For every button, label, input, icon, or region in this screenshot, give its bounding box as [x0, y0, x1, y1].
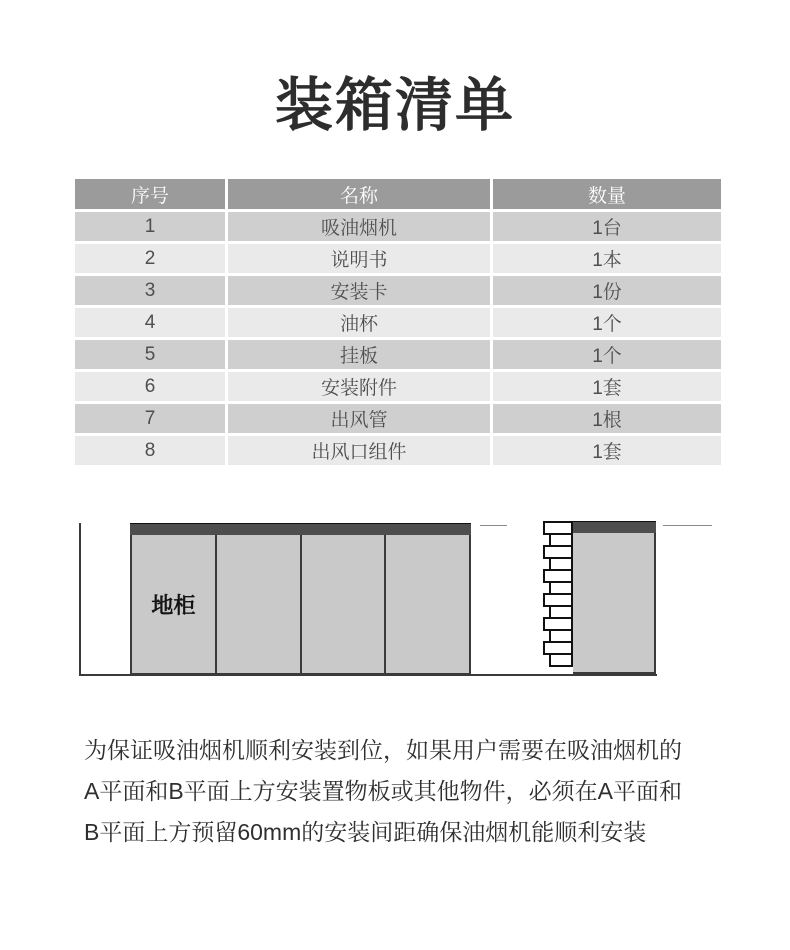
cabinet-body: [573, 533, 656, 674]
brick: [549, 557, 573, 571]
table-row: [75, 340, 721, 369]
note-line: B平面上方预留60mm的安装间距确保油烟机能顺利安装: [84, 819, 647, 845]
cell-name: 挂板: [228, 340, 490, 369]
cell-name: 出风管: [228, 404, 490, 433]
cell-qty: 1台: [493, 212, 721, 241]
left-wall-line: [79, 523, 81, 676]
cell-no: 6: [75, 372, 225, 401]
cell-no: 5: [75, 340, 225, 369]
table-row: [75, 212, 721, 241]
table-row: [75, 436, 721, 465]
cell-no: 7: [75, 404, 225, 433]
cabinet-panel: [217, 535, 302, 673]
cell-qty: 1份: [493, 276, 721, 305]
cabinet-label: 地柜: [151, 592, 196, 618]
floor-line: [79, 674, 657, 676]
table-row: [75, 244, 721, 273]
dimension-line-right: [663, 525, 712, 526]
cell-no: 2: [75, 244, 225, 273]
cabinet-panel: [132, 535, 217, 673]
brick: [543, 641, 573, 655]
note-line: A平面和B平面上方安装置物板或其他物件，必须在A平面和: [84, 778, 683, 804]
brick: [543, 569, 573, 583]
dimension-line-left: [480, 525, 507, 526]
installation-note: [84, 730, 724, 853]
table-header-row: [75, 179, 721, 209]
cell-name: 吸油烟机: [228, 212, 490, 241]
cell-qty: 1本: [493, 244, 721, 273]
base-cabinet: [130, 523, 471, 675]
cell-no: 1: [75, 212, 225, 241]
brick: [549, 533, 573, 547]
brick: [543, 617, 573, 631]
cell-no: 4: [75, 308, 225, 337]
cell-name: 油杯: [228, 308, 490, 337]
table-row: [75, 276, 721, 305]
cabinet-panel: [386, 535, 469, 673]
brick: [543, 545, 573, 559]
cell-qty: 1套: [493, 436, 721, 465]
brick: [549, 653, 573, 667]
cabinet-panel: [302, 535, 387, 673]
brick: [549, 629, 573, 643]
right-cabinet: [573, 521, 656, 675]
cell-qty: 1个: [493, 308, 721, 337]
table-row: [75, 404, 721, 433]
cell-no: 8: [75, 436, 225, 465]
cell-name: 说明书: [228, 244, 490, 273]
cell-qty: 1根: [493, 404, 721, 433]
table-row: [75, 308, 721, 337]
column-header-name: 名称: [228, 179, 490, 209]
column-header-qty: 数量: [493, 179, 721, 209]
brick: [549, 581, 573, 595]
brick: [543, 521, 573, 535]
countertop-strip: [573, 521, 656, 533]
brick: [543, 593, 573, 607]
page-title: 装箱清单: [274, 73, 515, 138]
cell-qty: 1套: [493, 372, 721, 401]
cell-no: 3: [75, 276, 225, 305]
brick-wall-section: [543, 521, 573, 676]
packing-list-table: [72, 176, 724, 468]
table-row: [75, 372, 721, 401]
brick: [549, 605, 573, 619]
countertop-strip: [130, 523, 471, 535]
cell-qty: 1个: [493, 340, 721, 369]
cell-name: 安装附件: [228, 372, 490, 401]
note-line: 为保证吸油烟机顺利安装到位，如果用户需要在吸油烟机的: [84, 737, 682, 763]
cell-name: 安装卡: [228, 276, 490, 305]
column-header-no: 序号: [75, 179, 225, 209]
cell-name: 出风口组件: [228, 436, 490, 465]
cabinet-body: [130, 535, 471, 675]
